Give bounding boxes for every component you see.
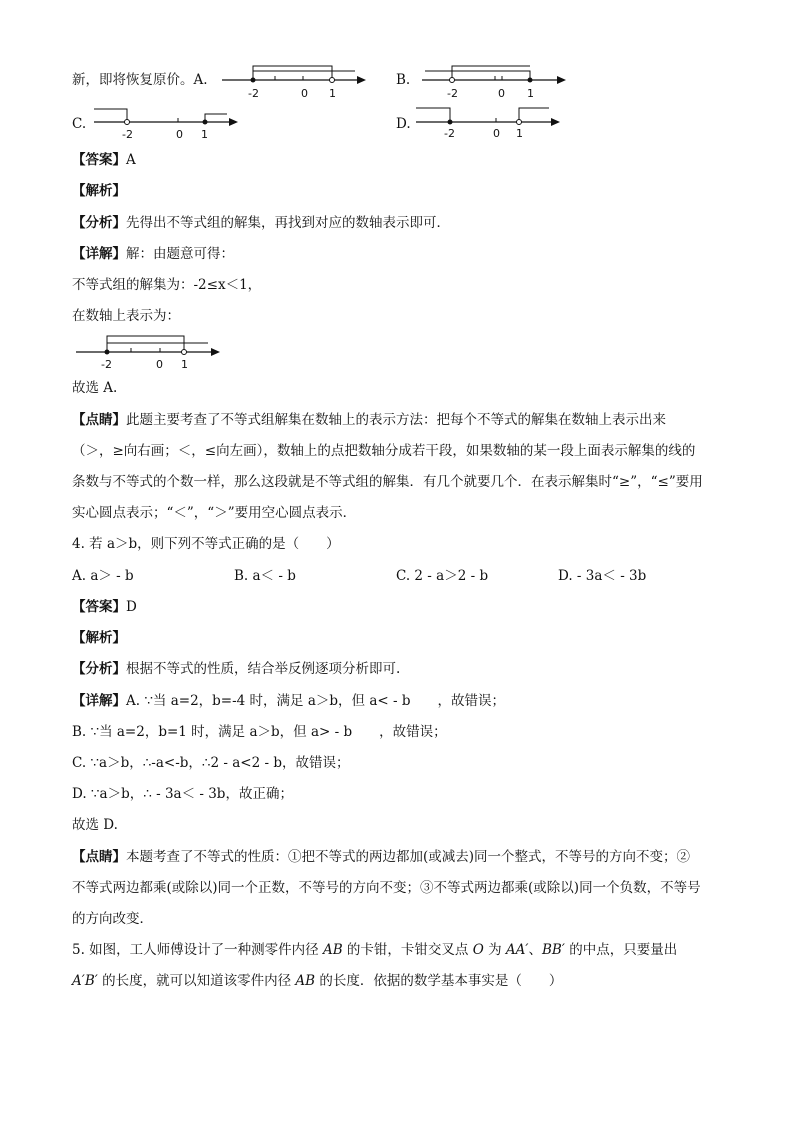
tick-label: -2 bbox=[122, 128, 133, 141]
q4-comment-line-2: 不等式两边都乘(或除以)同一个正数，不等号的方向不变；③不等式两边都乘(或除以)同一个负数，不等号 bbox=[72, 880, 701, 896]
q4-option-a: A. a＞ - b bbox=[72, 568, 134, 584]
tick-label: 0 bbox=[156, 358, 163, 371]
tick-label: 1 bbox=[181, 358, 188, 371]
tick-label: 1 bbox=[201, 128, 208, 141]
q4-detail-c: C. ∵a＞b，∴-a<-b，∴2 - a<2 - b，故错误； bbox=[72, 755, 350, 771]
q4-comment-line-3: 的方向改变． bbox=[72, 911, 153, 927]
q4-option-d: D. - 3a＜ - 3b bbox=[558, 568, 647, 584]
q5-line-1: 5. 如图，工人师傅设计了一种测零件内径 AB 的卡钳，卡钳交叉点 O 为 AA′、BB′ 的中点，只要量出 bbox=[72, 942, 678, 958]
q3-comment-line-4: 实心圆点表示；“＜”，“＞”要用空心圆点表示． bbox=[72, 505, 357, 521]
tick-label: 1 bbox=[527, 87, 534, 100]
q3-analysis-label: 【解析】 bbox=[72, 183, 126, 199]
q3-detail: 【详解】解：由题意可得： bbox=[72, 246, 234, 262]
q3-solution: 不等式组的解集为：-2≤x＜1， bbox=[72, 277, 262, 293]
tick-label: 0 bbox=[301, 87, 308, 100]
q3-comment-line-3: 条数与不等式的个数一样，那么这段就是不等式组的解集．有几个就要几个．在表示解集时“≥”，“≤”要用 bbox=[72, 474, 703, 490]
q4-choose: 故选 D. bbox=[72, 817, 118, 833]
q3-answer: 【答案】A bbox=[72, 152, 136, 168]
q4-answer: 【答案】D bbox=[72, 599, 137, 615]
q4-option-b: B. a＜ - b bbox=[234, 568, 296, 584]
q4-detail-b: B. ∵当 a=2，b=1 时，满足 a＞b，但 a> - b ，故错误； bbox=[72, 724, 447, 740]
tick-label: 1 bbox=[516, 127, 523, 140]
tick-label: 0 bbox=[498, 87, 505, 100]
tick-label: 1 bbox=[329, 87, 336, 100]
q5-line-2: A′B′ 的长度，就可以知道该零件内径 AB 的长度．依据的数学基本事实是（ ） bbox=[72, 973, 563, 989]
option-d-number-line bbox=[414, 102, 564, 142]
tick-label: 0 bbox=[493, 127, 500, 140]
option-a-number-line bbox=[220, 62, 370, 102]
q4-stem: 4. 若 a＞b，则下列不等式正确的是（ ） bbox=[72, 536, 340, 552]
tick-label: -2 bbox=[447, 87, 458, 100]
q3-fenxi: 【分析】先得出不等式组的解集，再找到对应的数轴表示即可． bbox=[72, 215, 450, 231]
answer-number-line bbox=[74, 332, 224, 372]
q4-detail-d: D. ∵a＞b，∴ - 3a＜ - 3b，故正确； bbox=[72, 786, 293, 802]
q3-shown-on-axis: 在数轴上表示为： bbox=[72, 308, 180, 324]
tick-label: -2 bbox=[248, 87, 259, 100]
q3-comment-line-2: （＞，≥向右画；＜，≤向左画），数轴上的点把数轴分成若干段，如果数轴的某一段上面表示解集的线的 bbox=[72, 443, 696, 459]
tick-label: -2 bbox=[101, 358, 112, 371]
q4-analysis-label: 【解析】 bbox=[72, 630, 126, 646]
option-b-letter: B. bbox=[396, 72, 411, 88]
q4-detail-a: 【详解】A. ∵当 a=2，b=-4 时，满足 a＞b，但 a< - b ，故错误； bbox=[72, 693, 505, 709]
option-d-letter: D. bbox=[396, 116, 411, 132]
tick-label: -2 bbox=[444, 127, 455, 140]
option-b-number-line bbox=[420, 62, 570, 102]
q4-option-c: C. 2 - a＞2 - b bbox=[396, 568, 489, 584]
q3-choose: 故选 A. bbox=[72, 380, 118, 396]
q4-fenxi: 【分析】根据不等式的性质，结合举反例逐项分析即可. bbox=[72, 661, 401, 677]
option-c-letter: C. bbox=[72, 116, 87, 132]
q3-prefix: 新，即将恢复原价。A. bbox=[72, 72, 208, 88]
option-c-number-line bbox=[92, 104, 242, 144]
q3-comment-line-1: 【点睛】此题主要考查了不等式组解集在数轴上的表示方法：把每个不等式的解集在数轴上表示出来 bbox=[72, 412, 666, 428]
q4-comment-line-1: 【点睛】本题考查了不等式的性质：①把不等式的两边都加(或减去)同一个整式，不等号的方向不变；② bbox=[72, 849, 691, 865]
tick-label: 0 bbox=[176, 128, 183, 141]
